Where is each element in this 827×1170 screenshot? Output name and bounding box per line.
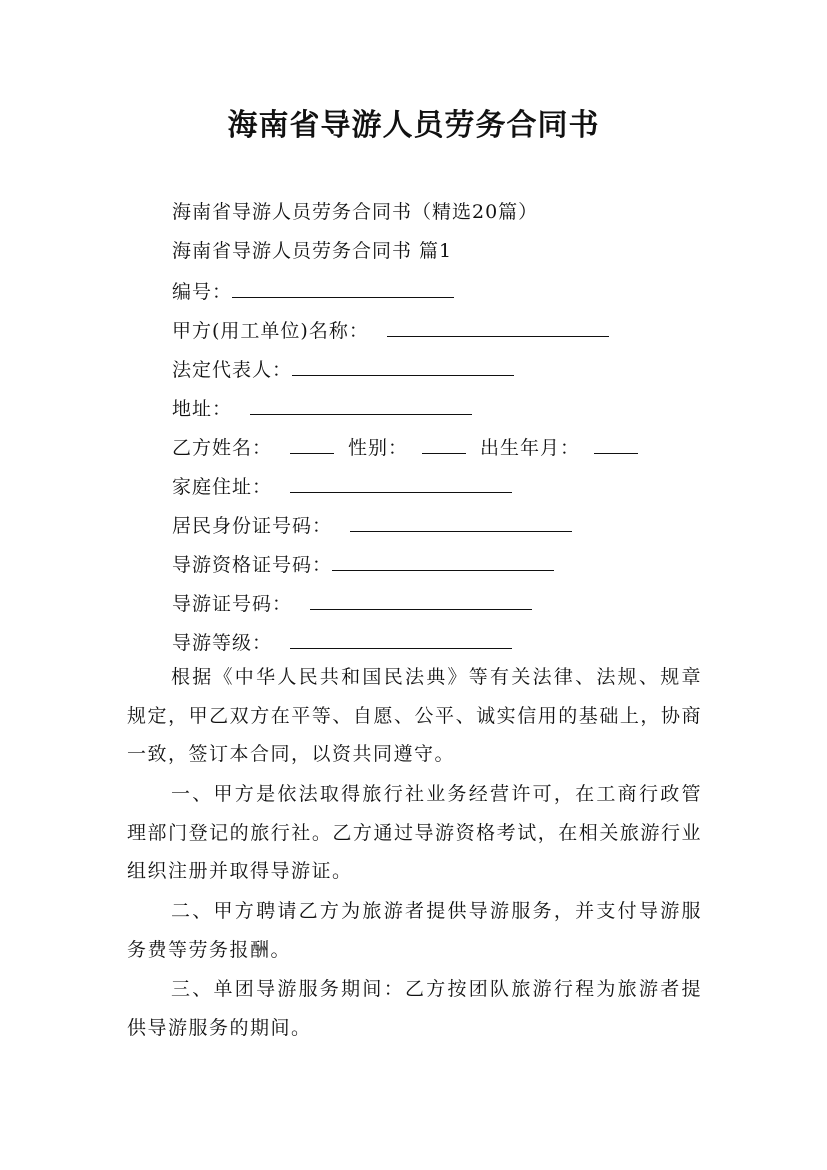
fill-blank [232, 279, 454, 298]
field-party-a-label: 甲方(用工单位)名称： [172, 320, 369, 342]
field-qualification-no [172, 552, 558, 577]
field-qualification-no-label: 导游资格证号码： [172, 554, 333, 576]
field-home-address [172, 474, 516, 499]
field-id-number-label: 居民身份证号码： [172, 515, 333, 537]
field-guide-cert-no [172, 591, 536, 616]
section-heading: 海南省导游人员劳务合同书 篇1 [172, 240, 453, 262]
fill-blank [422, 435, 466, 454]
field-birth-label: 出生年月： [480, 437, 581, 459]
field-guide-level [172, 630, 516, 655]
field-gender-label: 性别： [348, 437, 409, 459]
document-subtitle: 海南省导游人员劳务合同书（精选20篇） [172, 201, 539, 223]
field-legal-rep-label: 法定代表人： [172, 359, 293, 381]
field-address-label: 地址： [172, 398, 233, 420]
field-party-a [172, 318, 613, 343]
fill-blank [292, 357, 514, 376]
field-legal-rep [172, 357, 518, 382]
fill-blank [594, 435, 638, 454]
field-number-label: 编号： [172, 281, 233, 303]
fill-blank [332, 552, 554, 571]
fill-blank [290, 474, 512, 493]
field-number [172, 279, 458, 304]
fill-blank [350, 513, 572, 532]
field-home-address-label: 家庭住址： [172, 476, 273, 498]
field-party-b [172, 435, 642, 460]
fill-blank [310, 591, 532, 610]
fill-blank [290, 435, 334, 454]
field-id-number [172, 513, 576, 538]
field-guide-level-label: 导游等级： [172, 632, 273, 654]
document-title: 海南省导游人员劳务合同书 [227, 108, 600, 143]
paragraph-preamble: 根据《中华人民共和国民法典》等有关法律、法规、规章规定，甲乙双方在平等、自愿、公平、诚实信用的基础上，协商一致，签订本合同，以资共同遵守。 [127, 666, 702, 765]
fill-blank [387, 318, 609, 337]
paragraph-clause-2: 二、甲方聘请乙方为旅游者提供导游服务，并支付导游服务费等劳务报酬。 [127, 900, 702, 961]
field-address [172, 396, 476, 421]
fill-blank [250, 396, 472, 415]
fill-blank [290, 630, 512, 649]
paragraph-clause-3: 三、单团导游服务期间：乙方按团队旅游行程为旅游者提供导游服务的期间。 [127, 978, 702, 1039]
paragraph-clause-1: 一、甲方是依法取得旅行社业务经营许可，在工商行政管理部门登记的旅行社。乙方通过导游资格考试，在相关旅游行业组织注册并取得导游证。 [127, 783, 702, 882]
field-party-b-name-label: 乙方姓名： [172, 437, 273, 459]
field-guide-cert-no-label: 导游证号码： [172, 593, 293, 615]
